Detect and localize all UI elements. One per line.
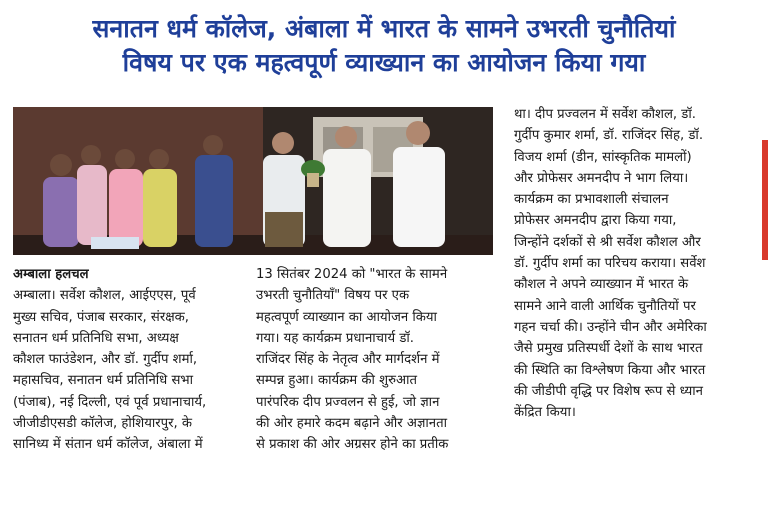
text-line: मुख्य सचिव, पंजाब सरकार, संरक्षक, [13, 309, 189, 325]
article-column-3 [514, 104, 754, 423]
adjacent-page-edge [762, 140, 768, 260]
article-column-2 [256, 264, 494, 456]
text-line: डॉ. गुर्दीप शर्मा का परिचय कराया। सर्वेश [514, 256, 706, 272]
byline: अम्बाला हलचल [13, 267, 89, 282]
text-line: गुर्दीप कुमार शर्मा, डॉ. राजिंदर सिंह, डॉ. [514, 128, 704, 144]
text-line: राजिंदर सिंह के नेतृत्व और मार्गदर्शन में [256, 352, 440, 368]
text-line: महासचिव, सनातन धर्म प्रतिनिधि सभा [13, 373, 194, 389]
text-line: विजय शर्मा (डीन, सांस्कृतिक मामलों) [514, 149, 692, 165]
text-line: सम्पन्न हुआ। कार्यक्रम की शुरुआत [256, 373, 417, 389]
text-line: जिन्होंने दर्शकों से श्री सर्वेश कौशल और [514, 234, 701, 250]
text-line: जीजीडीएसडी कॉलेज, होशियारपुर, के [13, 416, 193, 432]
text-line: था। दीप प्रज्वलन में सर्वेश कौशल, डॉ. [514, 107, 696, 122]
text-line: अम्बाला। सर्वेश कौशल, आईएएस, पूर्व [13, 288, 196, 304]
text-line: सानिध्य में संतान धर्म कॉलेज, अंबाला में [13, 437, 203, 453]
text-line: गया। यह कार्यक्रम प्रधानाचार्य डॉ. [256, 330, 414, 346]
text-line: प्रोफेसर अमनदीप द्वारा किया गया, [514, 213, 677, 229]
text-line: उभरती चुनौतियाँ" विषय पर एक [256, 288, 410, 304]
text-line: की ओर हमारे कदम बढ़ाने और अज्ञानता [256, 416, 448, 432]
text-line: सामने आने वाली आर्थिक चुनौतियों पर [514, 298, 696, 314]
headline-line-1: सनातन धर्म कॉलेज, अंबाला में भारत के सामने उभरती चुनौतियां [92, 14, 676, 43]
text-line: कौशल ने अपने व्याख्यान में भारत के [514, 277, 689, 293]
article-column-1 [13, 264, 245, 456]
text-line: पारंपरिक दीप प्रज्वलन से हुई, जो ज्ञान [256, 394, 440, 410]
text-line: 13 सितंबर 2024 को "भारत के सामने [256, 267, 448, 282]
event-photo-icon [13, 107, 493, 255]
text-line: और प्रोफेसर अमनदीप ने भाग लिया। [514, 170, 689, 186]
text-line: कार्यक्रम का प्रभावशाली संचालन [514, 192, 669, 208]
text-line: से प्रकाश की ओर अग्रसर होने का प्रतीक [256, 437, 449, 453]
text-line: की जीडीपी वृद्धि पर विशेष रूप से ध्यान [514, 383, 703, 399]
text-line: सनातन धर्म प्रतिनिधि सभा, अध्यक्ष [13, 330, 179, 346]
headline [0, 0, 768, 104]
text-line: गहन चर्चा की। उन्होंने चीन और अमेरिका [514, 319, 707, 335]
text-line: कौशल फाउंडेशन, और डॉ. गुर्दीप शर्मा, [13, 352, 198, 368]
text-line: केंद्रित किया। [514, 405, 576, 421]
text-line: (पंजाब), नई दिल्ली, एवं पूर्व प्रधानाचार्य, [13, 394, 207, 410]
headline-line-2: विषय पर एक महत्वपूर्ण व्याख्यान का आयोजन किया गया [122, 48, 646, 77]
text-line: महत्वपूर्ण व्याख्यान का आयोजन किया [256, 309, 437, 325]
event-photo [13, 107, 493, 255]
text-line: जैसे प्रमुख प्रतिस्पर्धी देशों के साथ भारत [514, 341, 703, 357]
text-line: की स्थिति का विश्लेषण किया और भारत [514, 362, 706, 378]
